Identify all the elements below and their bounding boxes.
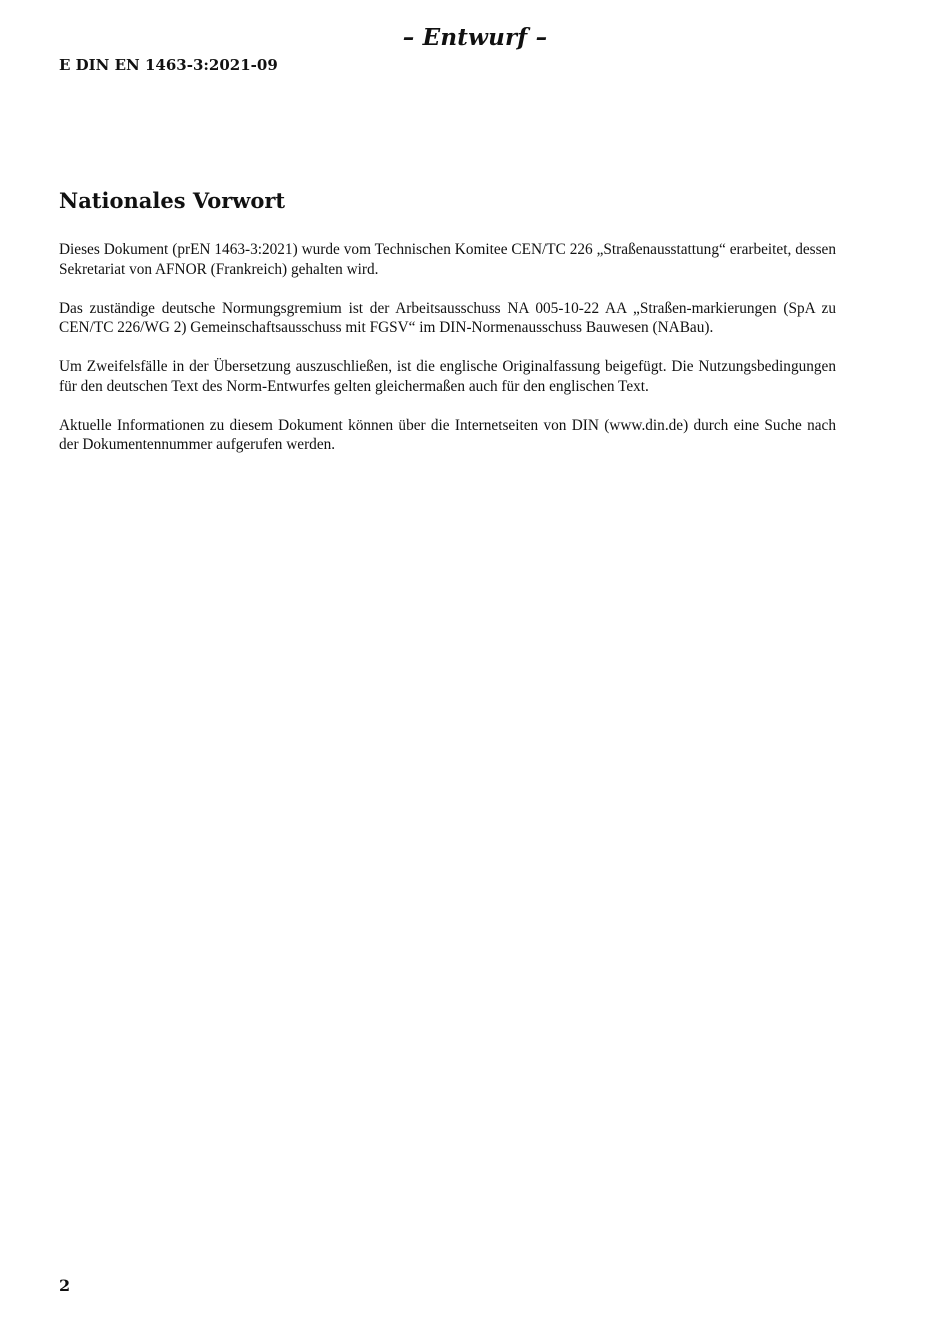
- paragraph: Um Zweifelsfälle in der Übersetzung auszuschließen, ist die englische Originalfassung beigefügt. Die Nutzungsbedingungen für den deutschen Text des Norm-Entwurfes gelten gleichermaßen auch für den englischen Text.: [59, 358, 836, 395]
- foreword-body: [59, 240, 836, 474]
- paragraph: Das zuständige deutsche Normungsgremium ist der Arbeitsausschuss NA 005-10-22 AA „Straßen-markierungen (SpA zu CEN/TC 226/WG 2) Gemeinschaftsausschuss mit FGSV“ im DIN-Normenausschuss Bauwesen (NABau).: [59, 299, 836, 336]
- draft-watermark-label: – Entwurf –: [402, 24, 548, 51]
- document-id: E DIN EN 1463-3:2021-09: [59, 56, 278, 74]
- page-number: 2: [59, 1276, 71, 1295]
- section-title: Nationales Vorwort: [59, 188, 286, 213]
- paragraph: Dieses Dokument (prEN 1463-3:2021) wurde vom Technischen Komitee CEN/TC 226 „Straßenausstattung“ erarbeitet, dessen Sekretariat von AFNOR (Frankreich) gehalten wird.: [59, 241, 836, 278]
- paragraph: Aktuelle Informationen zu diesem Dokument können über die Internetseiten von DIN (www.din.de) durch eine Suche nach der Dokumentennummer aufgerufen werden.: [59, 416, 836, 453]
